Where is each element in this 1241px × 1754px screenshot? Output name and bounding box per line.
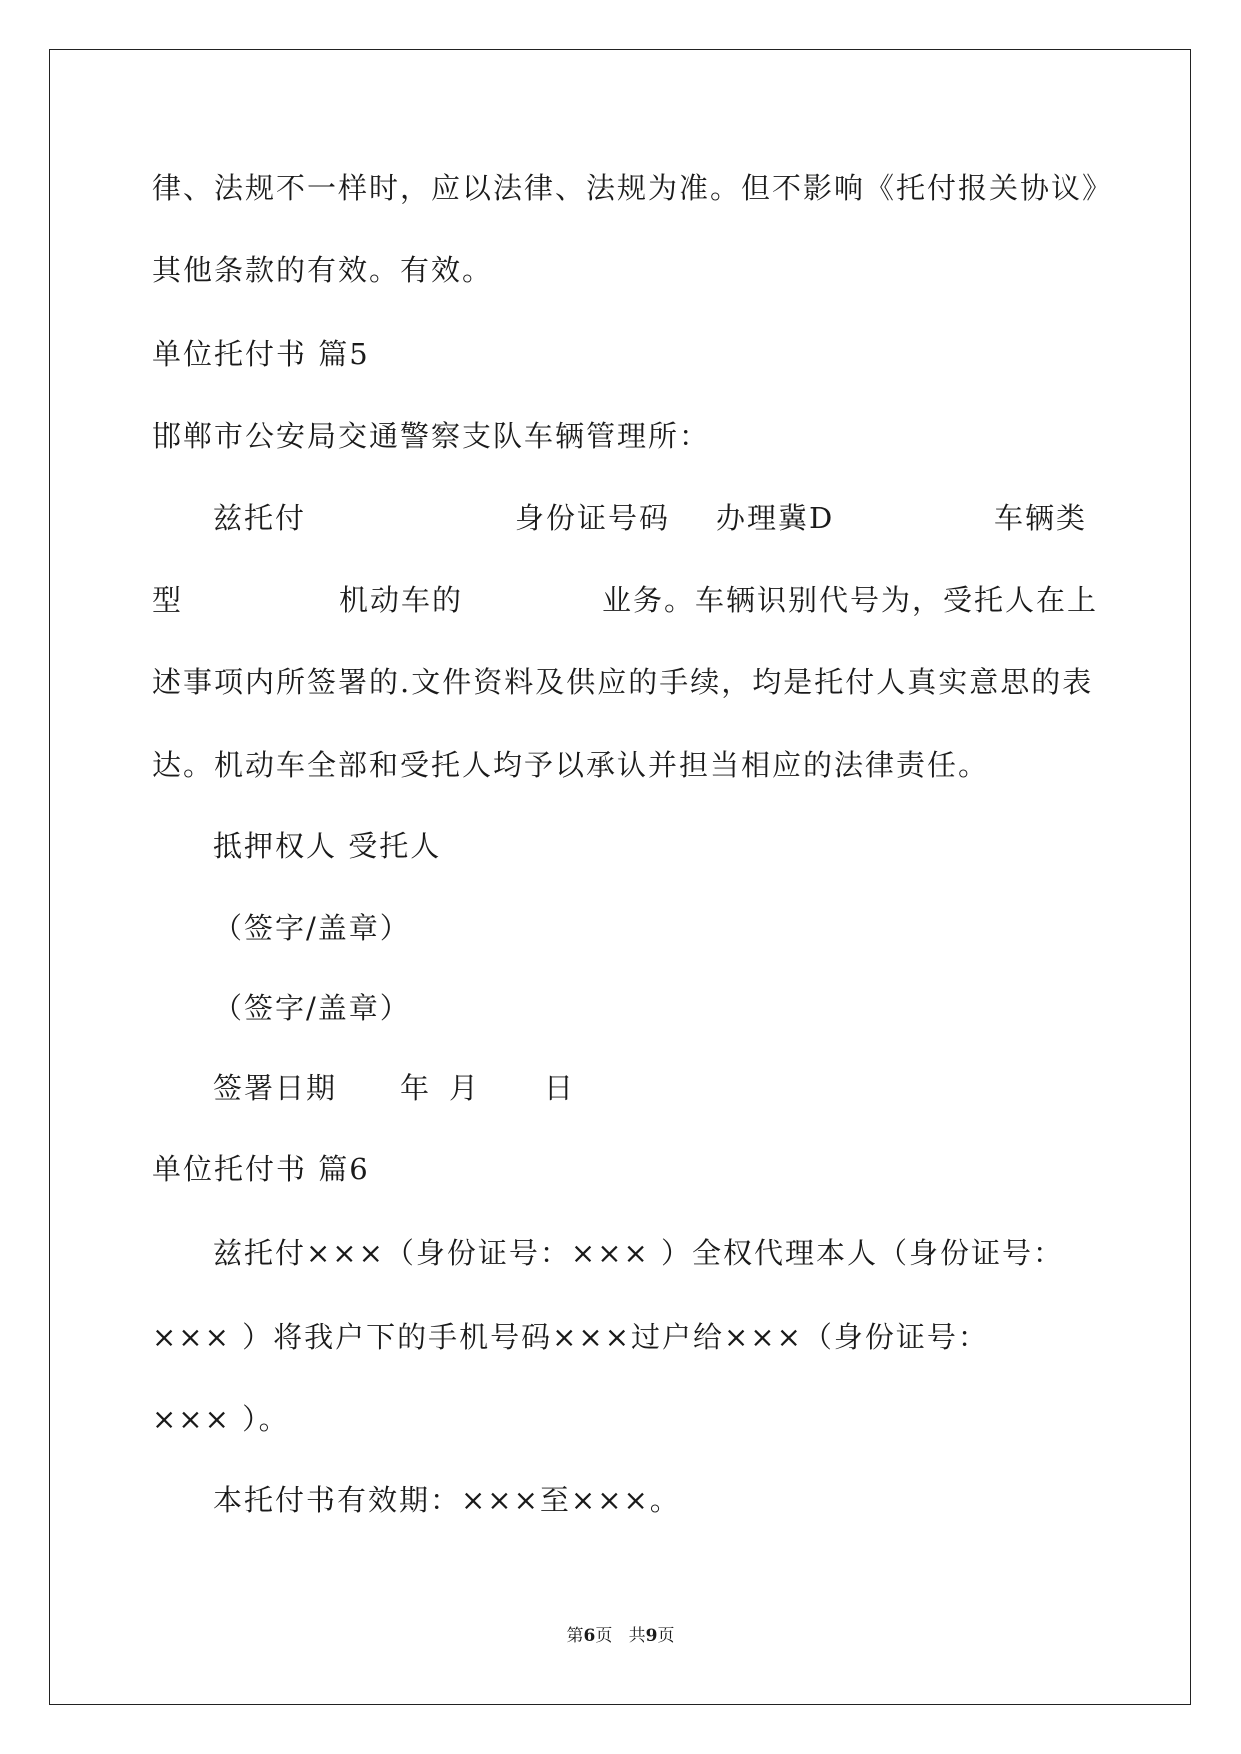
signatory-parties: 抵押权人 受托人 (213, 829, 442, 863)
paragraph-line: 其他条款的有效。有效。 (152, 253, 494, 287)
footer-suffix: 页 (657, 1626, 675, 1646)
paragraph-line: 兹托付×××（身份证号：××× ）全权代理本人（身份证号： (213, 1236, 1065, 1270)
paragraph-line: 述事项内所签署的.文件资料及供应的手续，均是托付人真实意思的表 (152, 665, 1094, 699)
section-heading: 单位托付书 篇5 (152, 337, 370, 371)
paragraph-segment: 机动车的 (339, 583, 464, 617)
paragraph-segment: 型 (152, 583, 184, 617)
total-pages-number: 9 (645, 1626, 658, 1646)
signature-line: （签字/盖章） (213, 991, 411, 1025)
paragraph-segment: 车辆类 (994, 501, 1088, 535)
paragraph-segment: 业务。车辆识别代号为，受托人在上 (602, 583, 1099, 617)
validity-line: 本托付书有效期：×××至×××。 (213, 1483, 681, 1517)
footer-mid: 页 共 (595, 1626, 646, 1646)
signing-date-label: 签署日期 (213, 1071, 338, 1105)
paragraph-segment: 身份证号码 (515, 501, 671, 535)
paragraph-line: ××× ）将我户下的手机号码×××过户给×××（身份证号： (152, 1320, 989, 1354)
signature-line: （签字/盖章） (213, 911, 411, 945)
paragraph-line: 达。机动车全部和受托人均予以承认并担当相应的法律责任。 (152, 748, 990, 782)
paragraph-line: 律、法规不一样时，应以法律、法规为准。但不影响《托付报关协议》 (152, 171, 1114, 205)
date-month: 月 (449, 1071, 481, 1105)
section-heading: 单位托付书 篇6 (152, 1152, 370, 1186)
page-footer (0, 1624, 1241, 1648)
addressee: 邯郸市公安局交通警察支队车辆管理所： (152, 419, 711, 453)
paragraph-line: ××× ）。 (152, 1402, 290, 1436)
page-border (49, 49, 1191, 1705)
date-year: 年 (400, 1071, 432, 1105)
footer-prefix: 第 (566, 1626, 584, 1646)
paragraph-segment: 兹托付 (213, 501, 307, 535)
current-page-number: 6 (583, 1626, 596, 1646)
paragraph-segment: 办理冀D (716, 501, 835, 535)
date-day: 日 (544, 1071, 576, 1105)
